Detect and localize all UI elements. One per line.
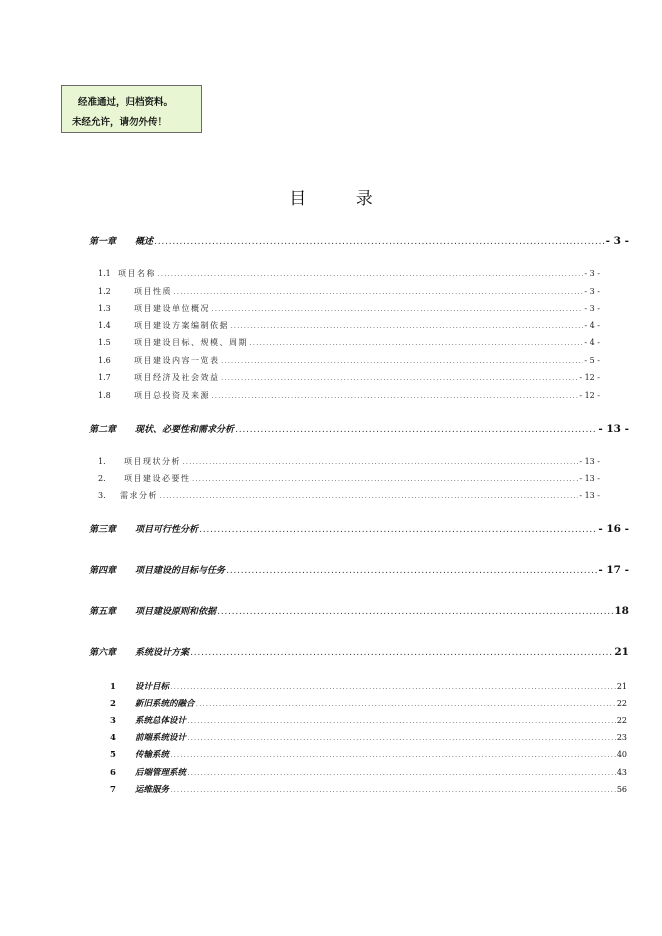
section-title: 项目性质 [134, 287, 172, 296]
toc-section-2-3[interactable] [98, 490, 600, 501]
leader-dots [221, 376, 579, 382]
leader-dots [217, 609, 613, 616]
toc-section-1-7[interactable] [98, 372, 600, 383]
section-title: 后端管理系统 [135, 768, 187, 778]
section-title: 设计目标 [135, 682, 170, 692]
section-title: 运维服务 [135, 785, 170, 795]
section-number: 6 [110, 768, 116, 778]
section-number: 2. [98, 474, 106, 483]
toc-section-6-3[interactable] [110, 714, 627, 726]
chapter-title: 项目建设的目标与任务 [135, 566, 226, 576]
toc-section-1-5[interactable] [98, 337, 600, 348]
section-title: 项目建设单位概况 [134, 304, 210, 313]
section-title: 前端系统设计 [135, 733, 187, 743]
chapter-number: 第二章 [89, 425, 117, 435]
chapter-title: 现状、必要性和需求分析 [135, 425, 235, 435]
leader-dots [159, 494, 578, 500]
toc-section-6-7[interactable] [110, 783, 627, 795]
section-title: 项目建设目标、规模、周期 [134, 338, 248, 347]
chapter-number: 第四章 [89, 566, 117, 576]
leader-dots [192, 477, 579, 483]
section-number: 1.4 [98, 321, 111, 330]
page-number: 18 [614, 605, 629, 617]
section-title: 项目建设方案编制依据 [134, 321, 229, 330]
toc-section-6-2[interactable] [110, 697, 627, 709]
notice-line-2: 未经允许，请勿外传！ [72, 117, 168, 128]
page-number: - 17 - [598, 564, 629, 576]
section-number: 7 [110, 785, 116, 795]
toc-section-6-6[interactable] [110, 766, 627, 778]
toc-section-1-6[interactable] [98, 355, 600, 366]
page-number: - 4 - [584, 338, 600, 347]
page-number: - 3 - [605, 235, 629, 247]
section-number: 3 [110, 716, 116, 726]
leader-dots [173, 290, 583, 296]
toc-chapter-1[interactable] [89, 234, 629, 247]
section-number: 1.3 [98, 304, 111, 313]
leader-dots [170, 753, 616, 759]
section-title: 系统总体设计 [135, 716, 187, 726]
notice-line-1: 经准通过，归档资料。 [78, 97, 174, 108]
chapter-title: 项目建设原则和依据 [135, 607, 217, 617]
toc-section-2-1[interactable] [98, 456, 600, 467]
section-title: 需求分析 [120, 491, 158, 500]
leader-dots [230, 324, 583, 330]
chapter-number: 第六章 [89, 648, 117, 658]
page-number: - 3 - [584, 269, 600, 278]
leader-dots [170, 685, 616, 691]
page-number: 21 [614, 646, 629, 658]
section-number: 1.2 [98, 287, 111, 296]
section-title: 项目经济及社会效益 [134, 373, 220, 382]
leader-dots [154, 239, 605, 246]
chapter-number: 第三章 [89, 525, 117, 535]
page-number: 56 [616, 785, 627, 794]
chapter-title: 概述 [135, 237, 154, 247]
section-number: 4 [110, 733, 116, 743]
toc-chapter-6[interactable] [89, 645, 629, 658]
page-number: - 13 - [598, 423, 629, 435]
chapter-title: 系统设计方案 [135, 648, 190, 658]
page-number: - 5 - [584, 356, 600, 365]
page-number: - 13 - [579, 457, 600, 466]
toc-chapter-4[interactable] [89, 563, 629, 576]
page-number: - 13 - [579, 474, 600, 483]
leader-dots [190, 650, 613, 657]
toc-chapter-5[interactable] [89, 604, 629, 617]
page-number: 40 [616, 750, 627, 759]
page-number: - 4 - [584, 321, 600, 330]
page-number: - 12 - [579, 391, 600, 400]
leader-dots [187, 736, 616, 742]
page-number: 43 [616, 768, 627, 777]
section-title: 传输系统 [135, 750, 170, 760]
leader-dots [235, 427, 597, 434]
leader-dots [187, 771, 616, 777]
leader-dots [249, 341, 583, 347]
leader-dots [211, 307, 583, 313]
section-number: 2 [110, 699, 116, 709]
toc-section-6-1[interactable] [110, 680, 627, 692]
section-title: 项目建设内容一览表 [134, 356, 220, 365]
leader-dots [170, 788, 616, 794]
leader-dots [226, 568, 597, 575]
leader-dots [211, 394, 578, 400]
leader-dots [199, 527, 597, 534]
section-number: 1.5 [98, 338, 111, 347]
toc-section-1-8[interactable] [98, 390, 600, 401]
page-number: - 3 - [584, 287, 600, 296]
section-number: 1. [98, 457, 106, 466]
page-number: - 13 - [579, 491, 600, 500]
page-number: - 12 - [579, 373, 600, 382]
section-number: 1 [110, 682, 116, 692]
section-number: 1.1 [98, 269, 111, 278]
chapter-title: 项目可行性分析 [135, 525, 199, 535]
section-title: 项目建设必要性 [124, 474, 191, 483]
page-number: - 16 - [598, 523, 629, 535]
leader-dots [196, 702, 616, 708]
page-number: - 3 - [584, 304, 600, 313]
section-number: 1.8 [98, 391, 111, 400]
page-number: 22 [616, 716, 627, 725]
toc-section-6-4[interactable] [110, 731, 627, 743]
section-number: 1.6 [98, 356, 111, 365]
confidential-notice-box [61, 85, 202, 133]
section-number: 1.7 [98, 373, 111, 382]
leader-dots [157, 272, 583, 278]
toc-section-2-2[interactable] [98, 473, 600, 484]
leader-dots [182, 460, 578, 466]
section-title: 新旧系统的融合 [135, 699, 195, 709]
toc-section-6-5[interactable] [110, 748, 627, 760]
chapter-number: 第一章 [89, 237, 117, 247]
page-number: 22 [616, 699, 627, 708]
toc-section-1-4[interactable] [98, 320, 600, 331]
toc-section-1-2[interactable] [98, 286, 600, 297]
toc-section-1-1[interactable] [98, 268, 600, 279]
toc-title: 目 录 [289, 189, 395, 209]
toc-section-1-3[interactable] [98, 303, 600, 314]
leader-dots [187, 719, 616, 725]
section-number: 5 [110, 750, 116, 760]
page-number: 21 [616, 682, 627, 691]
section-number: 3. [98, 491, 106, 500]
section-title: 项目现状分析 [124, 457, 181, 466]
toc-chapter-3[interactable] [89, 522, 629, 535]
section-title: 项目总投资及来源 [134, 391, 210, 400]
leader-dots [221, 359, 584, 365]
section-title: 项目名称 [118, 269, 156, 278]
page-number: 23 [616, 733, 627, 742]
chapter-number: 第五章 [89, 607, 117, 617]
toc-chapter-2[interactable] [89, 422, 629, 435]
